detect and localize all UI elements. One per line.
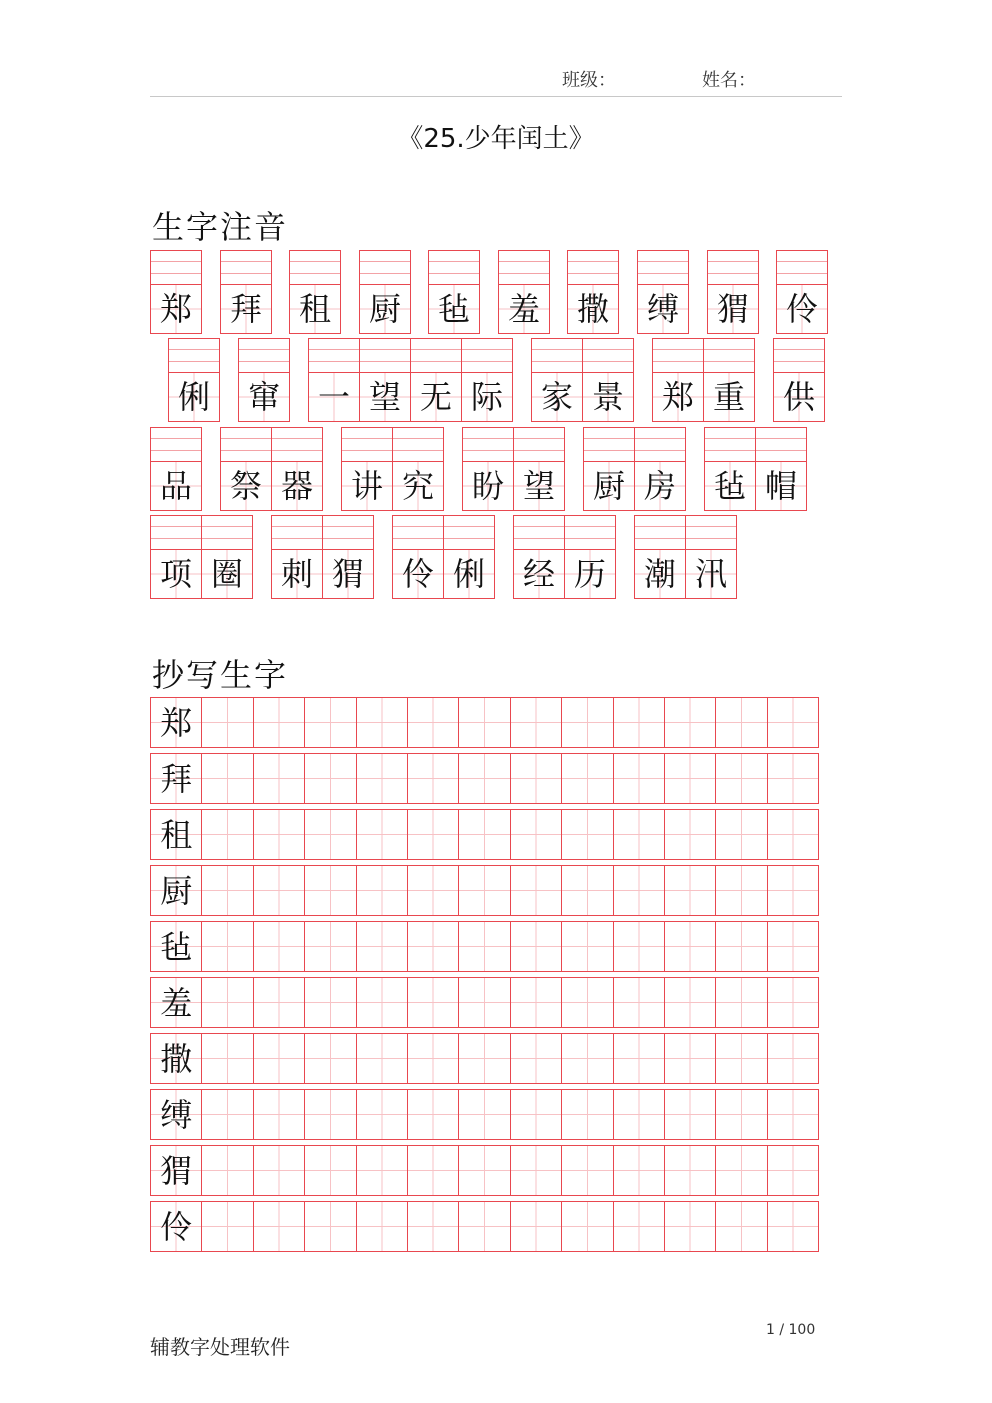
hanzi-char: 望 — [514, 462, 564, 510]
practice-box[interactable] — [613, 809, 665, 860]
model-char-box — [150, 1089, 202, 1140]
practice-box[interactable] — [458, 1089, 510, 1140]
practice-box[interactable] — [304, 1089, 356, 1140]
pinyin-writing-box[interactable] — [704, 339, 754, 373]
practice-box[interactable] — [510, 1201, 562, 1252]
pinyin-writing-box[interactable] — [705, 428, 755, 462]
practice-box[interactable] — [613, 865, 665, 916]
pinyin-cell — [461, 338, 513, 422]
pinyin-writing-box[interactable] — [463, 428, 513, 462]
practice-box[interactable] — [356, 1089, 408, 1140]
practice-box[interactable] — [767, 921, 819, 972]
practice-box[interactable] — [510, 921, 562, 972]
practice-box[interactable] — [664, 1033, 716, 1084]
practice-box[interactable] — [407, 1033, 459, 1084]
practice-box[interactable] — [253, 865, 305, 916]
pinyin-cell — [289, 250, 341, 334]
practice-box[interactable] — [767, 1033, 819, 1084]
hanzi-char: 项 — [151, 550, 201, 598]
practice-box[interactable] — [356, 921, 408, 972]
hanzi-char: 景 — [583, 373, 633, 421]
hanzi-char: 羞 — [499, 285, 549, 333]
practice-box[interactable] — [458, 809, 510, 860]
pinyin-writing-box[interactable] — [272, 516, 322, 550]
pinyin-cell — [150, 250, 202, 334]
pinyin-writing-box[interactable] — [583, 339, 633, 373]
practice-box[interactable] — [613, 753, 665, 804]
pinyin-writing-box[interactable] — [777, 251, 827, 285]
hanzi-char: 究 — [393, 462, 443, 510]
practice-box[interactable] — [715, 1201, 767, 1252]
pinyin-cell — [201, 515, 253, 599]
practice-box[interactable] — [767, 865, 819, 916]
model-char-box — [150, 1033, 202, 1084]
practice-box[interactable] — [458, 1201, 510, 1252]
model-char-box — [150, 1145, 202, 1196]
pinyin-writing-box[interactable] — [151, 516, 201, 550]
practice-box[interactable] — [767, 697, 819, 748]
practice-box[interactable] — [356, 809, 408, 860]
pinyin-writing-box[interactable] — [309, 339, 359, 373]
hanzi-char: 际 — [462, 373, 512, 421]
practice-box[interactable] — [715, 1089, 767, 1140]
practice-box[interactable] — [253, 977, 305, 1028]
hanzi-char: 供 — [774, 373, 824, 421]
practice-box[interactable] — [510, 977, 562, 1028]
hanzi-char: 厨 — [360, 285, 410, 333]
practice-box[interactable] — [356, 1033, 408, 1084]
practice-box[interactable] — [458, 977, 510, 1028]
practice-box[interactable] — [253, 809, 305, 860]
pinyin-cell — [707, 250, 759, 334]
practice-box[interactable] — [304, 1145, 356, 1196]
practice-box[interactable] — [201, 809, 253, 860]
hanzi-char: 伶 — [393, 550, 443, 598]
pinyin-cell — [359, 250, 411, 334]
practice-box[interactable] — [561, 1201, 613, 1252]
practice-box[interactable] — [458, 921, 510, 972]
practice-box[interactable] — [304, 809, 356, 860]
pinyin-cell — [637, 250, 689, 334]
model-char: 撒 — [160, 1039, 193, 1078]
pinyin-cell — [308, 338, 360, 422]
pinyin-cell — [773, 338, 825, 422]
hanzi-char: 器 — [272, 462, 322, 510]
practice-box[interactable] — [613, 1033, 665, 1084]
pinyin-cell — [564, 515, 616, 599]
model-char-box — [150, 697, 202, 748]
practice-box[interactable] — [613, 697, 665, 748]
practice-box[interactable] — [664, 1089, 716, 1140]
pinyin-cell — [443, 515, 495, 599]
hanzi-char: 品 — [151, 462, 201, 510]
practice-box[interactable] — [201, 1201, 253, 1252]
pinyin-writing-box[interactable] — [514, 516, 564, 550]
pinyin-writing-box[interactable] — [151, 428, 201, 462]
pinyin-writing-box[interactable] — [411, 339, 461, 373]
practice-box[interactable] — [561, 921, 613, 972]
pinyin-writing-box[interactable] — [169, 339, 219, 373]
pinyin-cell — [513, 427, 565, 511]
pinyin-writing-box[interactable] — [444, 516, 494, 550]
practice-box[interactable] — [304, 977, 356, 1028]
practice-box[interactable] — [715, 1145, 767, 1196]
hanzi-char: 撒 — [568, 285, 618, 333]
practice-box[interactable] — [304, 697, 356, 748]
pinyin-cell — [703, 338, 755, 422]
pinyin-cell — [322, 515, 374, 599]
pinyin-cell — [238, 338, 290, 422]
practice-box[interactable] — [715, 809, 767, 860]
hanzi-char: 租 — [290, 285, 340, 333]
pinyin-cell — [652, 338, 704, 422]
hanzi-char: 猬 — [708, 285, 758, 333]
practice-box[interactable] — [613, 1089, 665, 1140]
practice-box[interactable] — [613, 921, 665, 972]
pinyin-cell — [685, 515, 737, 599]
pinyin-writing-box[interactable] — [584, 428, 634, 462]
practice-box[interactable] — [561, 977, 613, 1028]
hanzi-char: 无 — [411, 373, 461, 421]
practice-box[interactable] — [664, 809, 716, 860]
hanzi-char: 郑 — [151, 285, 201, 333]
pinyin-writing-box[interactable] — [342, 428, 392, 462]
practice-box[interactable] — [561, 1145, 613, 1196]
hanzi-char: 窜 — [239, 373, 289, 421]
model-char-box — [150, 809, 202, 860]
pinyin-writing-box[interactable] — [272, 428, 322, 462]
hanzi-char: 刺 — [272, 550, 322, 598]
hanzi-char: 毡 — [429, 285, 479, 333]
practice-box[interactable] — [561, 1089, 613, 1140]
practice-box[interactable] — [407, 1145, 459, 1196]
pinyin-cell — [462, 427, 514, 511]
practice-box[interactable] — [201, 697, 253, 748]
practice-box[interactable] — [664, 977, 716, 1028]
model-char-box — [150, 921, 202, 972]
hanzi-char: 缚 — [638, 285, 688, 333]
practice-box[interactable] — [458, 865, 510, 916]
practice-box[interactable] — [458, 697, 510, 748]
practice-box[interactable] — [510, 809, 562, 860]
model-char: 伶 — [160, 1207, 193, 1246]
pinyin-cell — [359, 338, 411, 422]
practice-box[interactable] — [561, 1033, 613, 1084]
pinyin-cell — [704, 427, 756, 511]
practice-box[interactable] — [253, 1201, 305, 1252]
practice-box[interactable] — [510, 753, 562, 804]
pinyin-cell — [513, 515, 565, 599]
practice-box[interactable] — [458, 1145, 510, 1196]
pinyin-cell — [776, 250, 828, 334]
practice-box[interactable] — [715, 921, 767, 972]
pinyin-writing-box[interactable] — [686, 516, 736, 550]
pinyin-writing-box[interactable] — [653, 339, 703, 373]
practice-box[interactable] — [664, 921, 716, 972]
hanzi-char: 一 — [309, 373, 359, 421]
practice-box[interactable] — [510, 697, 562, 748]
practice-box[interactable] — [664, 1145, 716, 1196]
practice-box[interactable] — [561, 809, 613, 860]
hanzi-char: 帽 — [756, 462, 806, 510]
pinyin-writing-box[interactable] — [360, 251, 410, 285]
hanzi-char: 盼 — [463, 462, 513, 510]
section-heading-pinyin: 生字注音 — [152, 208, 289, 246]
practice-box[interactable] — [715, 1033, 767, 1084]
practice-box[interactable] — [201, 921, 253, 972]
model-char-box — [150, 753, 202, 804]
pinyin-writing-box[interactable] — [514, 428, 564, 462]
practice-box[interactable] — [356, 1145, 408, 1196]
pinyin-writing-box[interactable] — [635, 428, 685, 462]
footer-software: 辅教字处理软件 — [150, 1335, 290, 1359]
pinyin-writing-box[interactable] — [429, 251, 479, 285]
practice-box[interactable] — [356, 977, 408, 1028]
practice-box[interactable] — [201, 977, 253, 1028]
practice-box[interactable] — [304, 753, 356, 804]
practice-box[interactable] — [201, 865, 253, 916]
model-char: 羞 — [160, 983, 193, 1022]
practice-box[interactable] — [356, 753, 408, 804]
practice-box[interactable] — [715, 977, 767, 1028]
hanzi-char: 重 — [704, 373, 754, 421]
practice-box[interactable] — [664, 865, 716, 916]
practice-box[interactable] — [407, 865, 459, 916]
practice-box[interactable] — [767, 753, 819, 804]
hanzi-char: 汛 — [686, 550, 736, 598]
pinyin-cell — [341, 427, 393, 511]
pinyin-cell — [531, 338, 583, 422]
model-char: 郑 — [160, 703, 193, 742]
practice-box[interactable] — [356, 1201, 408, 1252]
practice-box[interactable] — [458, 753, 510, 804]
practice-box[interactable] — [458, 1033, 510, 1084]
practice-box[interactable] — [407, 1089, 459, 1140]
practice-box[interactable] — [407, 697, 459, 748]
pinyin-cell — [150, 427, 202, 511]
pinyin-cell — [634, 515, 686, 599]
practice-box[interactable] — [304, 865, 356, 916]
practice-box[interactable] — [561, 697, 613, 748]
pinyin-cell — [567, 250, 619, 334]
header-divider — [150, 96, 842, 97]
practice-box[interactable] — [407, 921, 459, 972]
pinyin-cell — [582, 338, 634, 422]
hanzi-char: 家 — [532, 373, 582, 421]
pinyin-writing-box[interactable] — [239, 339, 289, 373]
page-number: 1 / 100 — [766, 1322, 816, 1338]
hanzi-char: 历 — [565, 550, 615, 598]
practice-box[interactable] — [613, 1145, 665, 1196]
pinyin-writing-box[interactable] — [323, 516, 373, 550]
hanzi-char: 厨 — [584, 462, 634, 510]
practice-box[interactable] — [715, 865, 767, 916]
pinyin-writing-box[interactable] — [568, 251, 618, 285]
hanzi-char: 潮 — [635, 550, 685, 598]
practice-box[interactable] — [201, 1145, 253, 1196]
practice-box[interactable] — [253, 1033, 305, 1084]
pinyin-writing-box[interactable] — [393, 428, 443, 462]
pinyin-writing-box[interactable] — [290, 251, 340, 285]
pinyin-writing-box[interactable] — [756, 428, 806, 462]
model-char-box — [150, 865, 202, 916]
pinyin-cell — [392, 515, 444, 599]
practice-box[interactable] — [407, 753, 459, 804]
hanzi-char: 经 — [514, 550, 564, 598]
practice-box[interactable] — [510, 1033, 562, 1084]
practice-box[interactable] — [561, 753, 613, 804]
model-char: 厨 — [160, 871, 193, 910]
practice-box[interactable] — [510, 1145, 562, 1196]
hanzi-char: 祭 — [221, 462, 271, 510]
practice-box[interactable] — [201, 1089, 253, 1140]
pinyin-writing-box[interactable] — [393, 516, 443, 550]
practice-box[interactable] — [201, 753, 253, 804]
hanzi-char: 拜 — [221, 285, 271, 333]
model-char: 拜 — [160, 759, 193, 798]
pinyin-writing-box[interactable] — [360, 339, 410, 373]
practice-box[interactable] — [664, 753, 716, 804]
practice-box[interactable] — [304, 1201, 356, 1252]
practice-box[interactable] — [613, 1201, 665, 1252]
model-char: 毡 — [160, 927, 193, 966]
practice-box[interactable] — [253, 921, 305, 972]
section-heading-copy: 抄写生字 — [152, 656, 289, 694]
practice-box[interactable] — [407, 1201, 459, 1252]
practice-box[interactable] — [715, 753, 767, 804]
practice-box[interactable] — [253, 1145, 305, 1196]
pinyin-writing-box[interactable] — [635, 516, 685, 550]
class-label: 班级： — [562, 70, 616, 91]
practice-box[interactable] — [715, 697, 767, 748]
pinyin-cell — [428, 250, 480, 334]
pinyin-cell — [634, 427, 686, 511]
practice-box[interactable] — [356, 865, 408, 916]
practice-box[interactable] — [767, 1201, 819, 1252]
pinyin-writing-box[interactable] — [221, 428, 271, 462]
pinyin-cell — [410, 338, 462, 422]
hanzi-char: 俐 — [444, 550, 494, 598]
hanzi-char: 猬 — [323, 550, 373, 598]
pinyin-cell — [150, 515, 202, 599]
pinyin-writing-box[interactable] — [708, 251, 758, 285]
hanzi-char: 毡 — [705, 462, 755, 510]
hanzi-char: 望 — [360, 373, 410, 421]
practice-box[interactable] — [407, 809, 459, 860]
practice-box[interactable] — [767, 809, 819, 860]
pinyin-cell — [583, 427, 635, 511]
pinyin-cell — [271, 515, 323, 599]
practice-box[interactable] — [407, 977, 459, 1028]
practice-box[interactable] — [304, 921, 356, 972]
practice-box[interactable] — [510, 1089, 562, 1140]
hanzi-char: 俐 — [169, 373, 219, 421]
pinyin-cell — [755, 427, 807, 511]
hanzi-char: 讲 — [342, 462, 392, 510]
hanzi-char: 圈 — [202, 550, 252, 598]
practice-box[interactable] — [253, 753, 305, 804]
model-char: 猬 — [160, 1151, 193, 1190]
practice-box[interactable] — [304, 1033, 356, 1084]
practice-box[interactable] — [664, 697, 716, 748]
hanzi-char: 郑 — [653, 373, 703, 421]
pinyin-writing-box[interactable] — [532, 339, 582, 373]
pinyin-writing-box[interactable] — [499, 251, 549, 285]
practice-box[interactable] — [253, 1089, 305, 1140]
model-char: 租 — [160, 815, 193, 854]
practice-box[interactable] — [201, 1033, 253, 1084]
pinyin-writing-box[interactable] — [221, 251, 271, 285]
pinyin-writing-box[interactable] — [202, 516, 252, 550]
pinyin-cell — [168, 338, 220, 422]
practice-box[interactable] — [510, 865, 562, 916]
practice-box[interactable] — [664, 1201, 716, 1252]
practice-box[interactable] — [253, 697, 305, 748]
practice-box[interactable] — [561, 865, 613, 916]
pinyin-cell — [271, 427, 323, 511]
practice-box[interactable] — [613, 977, 665, 1028]
pinyin-writing-box[interactable] — [774, 339, 824, 373]
pinyin-cell — [392, 427, 444, 511]
pinyin-cell — [498, 250, 550, 334]
practice-box[interactable] — [767, 977, 819, 1028]
pinyin-writing-box[interactable] — [151, 251, 201, 285]
hanzi-char: 房 — [635, 462, 685, 510]
practice-box[interactable] — [356, 697, 408, 748]
hanzi-char: 伶 — [777, 285, 827, 333]
pinyin-writing-box[interactable] — [638, 251, 688, 285]
model-char: 缚 — [160, 1095, 193, 1134]
pinyin-writing-box[interactable] — [565, 516, 615, 550]
name-label: 姓名： — [702, 70, 756, 91]
practice-box[interactable] — [767, 1089, 819, 1140]
model-char-box — [150, 977, 202, 1028]
practice-box[interactable] — [767, 1145, 819, 1196]
pinyin-cell — [220, 250, 272, 334]
page-title: 《25.少年闰土》 — [397, 124, 595, 154]
pinyin-cell — [220, 427, 272, 511]
pinyin-writing-box[interactable] — [462, 339, 512, 373]
model-char-box — [150, 1201, 202, 1252]
